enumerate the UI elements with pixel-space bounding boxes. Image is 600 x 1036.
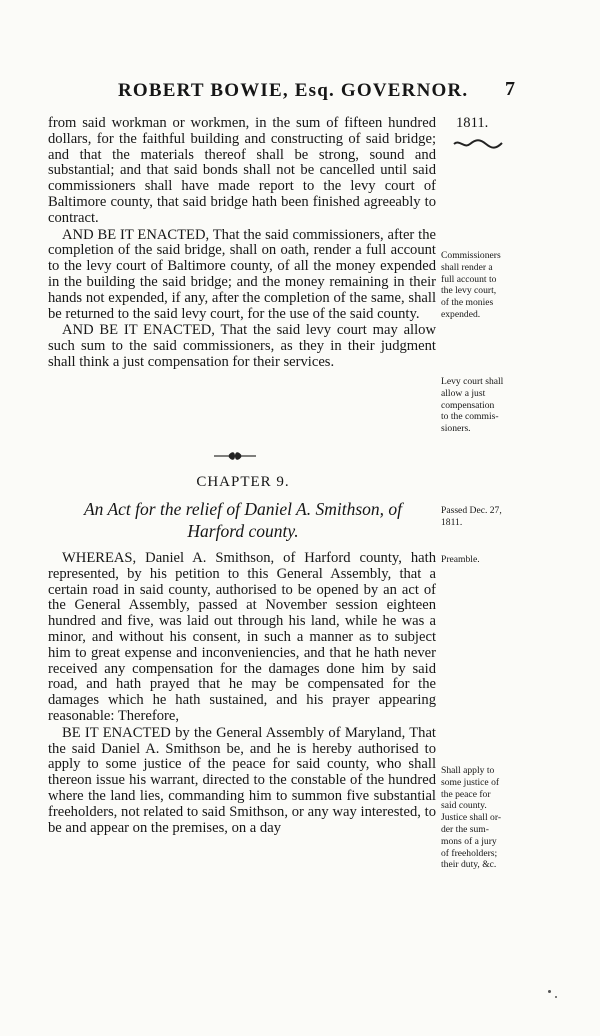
act-title [48, 498, 438, 542]
paragraph-be-it-enacted: BE IT ENACTED by the General Assembly of Maryland, That the said Daniel A. Smithson be, and he is hereby authorised to apply to some justice of the peace for said county, who shall thereon issue his warrant, directed to the constable of the hundred where the land lies, commanding him to summon five substantial freeholders, not related to said Smithson, or any way interested, to be and appear on the premises, on a day [48, 724, 436, 836]
chapter-heading: CHAPTER 9. [196, 474, 290, 490]
margin-line: 1811. [441, 516, 463, 528]
paper-speck [555, 996, 557, 998]
margin-year: 1811. [456, 115, 489, 131]
margin-line: allow a just [441, 387, 486, 399]
paragraph-commissioners-account: AND BE IT ENACTED, That the said commissioners, after the completion of the said bridge, shall on oath, render a full account to the levy court of Baltimore county, of all the money expended in the building the said bridge; and the money remaining in their hands not expended, if any, after the completion of the same, shall be returned to the said levy court, for the use of the said county. [48, 226, 436, 322]
margin-note-passed [441, 505, 559, 529]
margin-line: Justice shall or- [441, 812, 502, 824]
paper-speck [548, 990, 551, 993]
margin-line: their duty, &c. [441, 859, 497, 871]
paragraph-levy-court-compensation: AND BE IT ENACTED, That the said levy court may allow such sum to the said commissioners, as they in their judgment shall think a just compensation for their services. [48, 322, 436, 370]
margin-line: Passed Dec. 27, [441, 505, 502, 516]
margin-note-levy-court [441, 376, 559, 435]
margin-line: Shall apply to [441, 765, 495, 776]
margin-line: Commissioners [441, 250, 501, 261]
margin-line: Preamble. [441, 554, 480, 565]
margin-note-commissioners [441, 250, 559, 321]
margin-line: der the sum- [441, 823, 489, 835]
running-header [0, 80, 600, 104]
margin-line: some justice of [441, 776, 500, 788]
margin-line: sioners. [441, 423, 471, 435]
page-number: 7 [505, 78, 515, 100]
margin-note-preamble [441, 554, 559, 566]
margin-line: mons of a jury [441, 835, 497, 847]
margin-line: of the monies [441, 297, 494, 309]
margin-line: Levy court shall [441, 376, 504, 387]
margin-line: to the commis- [441, 411, 499, 423]
margin-line: full account to [441, 273, 497, 285]
act-title-line1: An Act for the relief of Daniel A. Smithson, of [83, 499, 403, 519]
margin-line: shall render a [441, 261, 493, 273]
section-divider-ornament-icon [212, 450, 258, 462]
margin-line: the peace for [441, 788, 491, 800]
body-text-bottom [48, 551, 436, 836]
margin-note-shall-apply [441, 765, 559, 871]
act-title-line2: Harford county. [187, 521, 299, 541]
paragraph-bridge-bond: from said workman or workmen, in the sum of fifteen hundred dollars, for the faithful building and constructing of said bridge; and that the materials thereof shall be strong, sound and substantial; and that said bonds shall not be cancelled until said commissioners shall have made report to the levy court of Baltimore county, that said bridge hath been finished agreeably to contract. [48, 115, 436, 226]
margin-line: expended. [441, 308, 481, 320]
margin-line: said county. [441, 800, 487, 812]
margin-line: compensation [441, 399, 495, 411]
paragraph-whereas: WHEREAS, Daniel A. Smithson, of Harford county, hath represented, by his petition to this General Assembly, that a certain road in said county, authorised to be opened by an act of the General Assembly, passed at November session eighteen hundred and five, was laid out through his land, while he was a minor, and without his consent, in such a manner as to subject him to great expense and inconveniencies, and that he hath never received any compensation for the damages done him by said road, and hath prayed that he may be compensated for the damages which he hath sustained, and his prayer appearing reasonable: Therefore, [48, 550, 436, 724]
swash-ornament-icon [452, 138, 504, 150]
margin-line: the levy court, [441, 285, 497, 297]
running-title: ROBERT BOWIE, Esq. GOVERNOR. [118, 80, 469, 101]
margin-line: of freeholders; [441, 847, 498, 859]
body-text-top [48, 116, 436, 371]
